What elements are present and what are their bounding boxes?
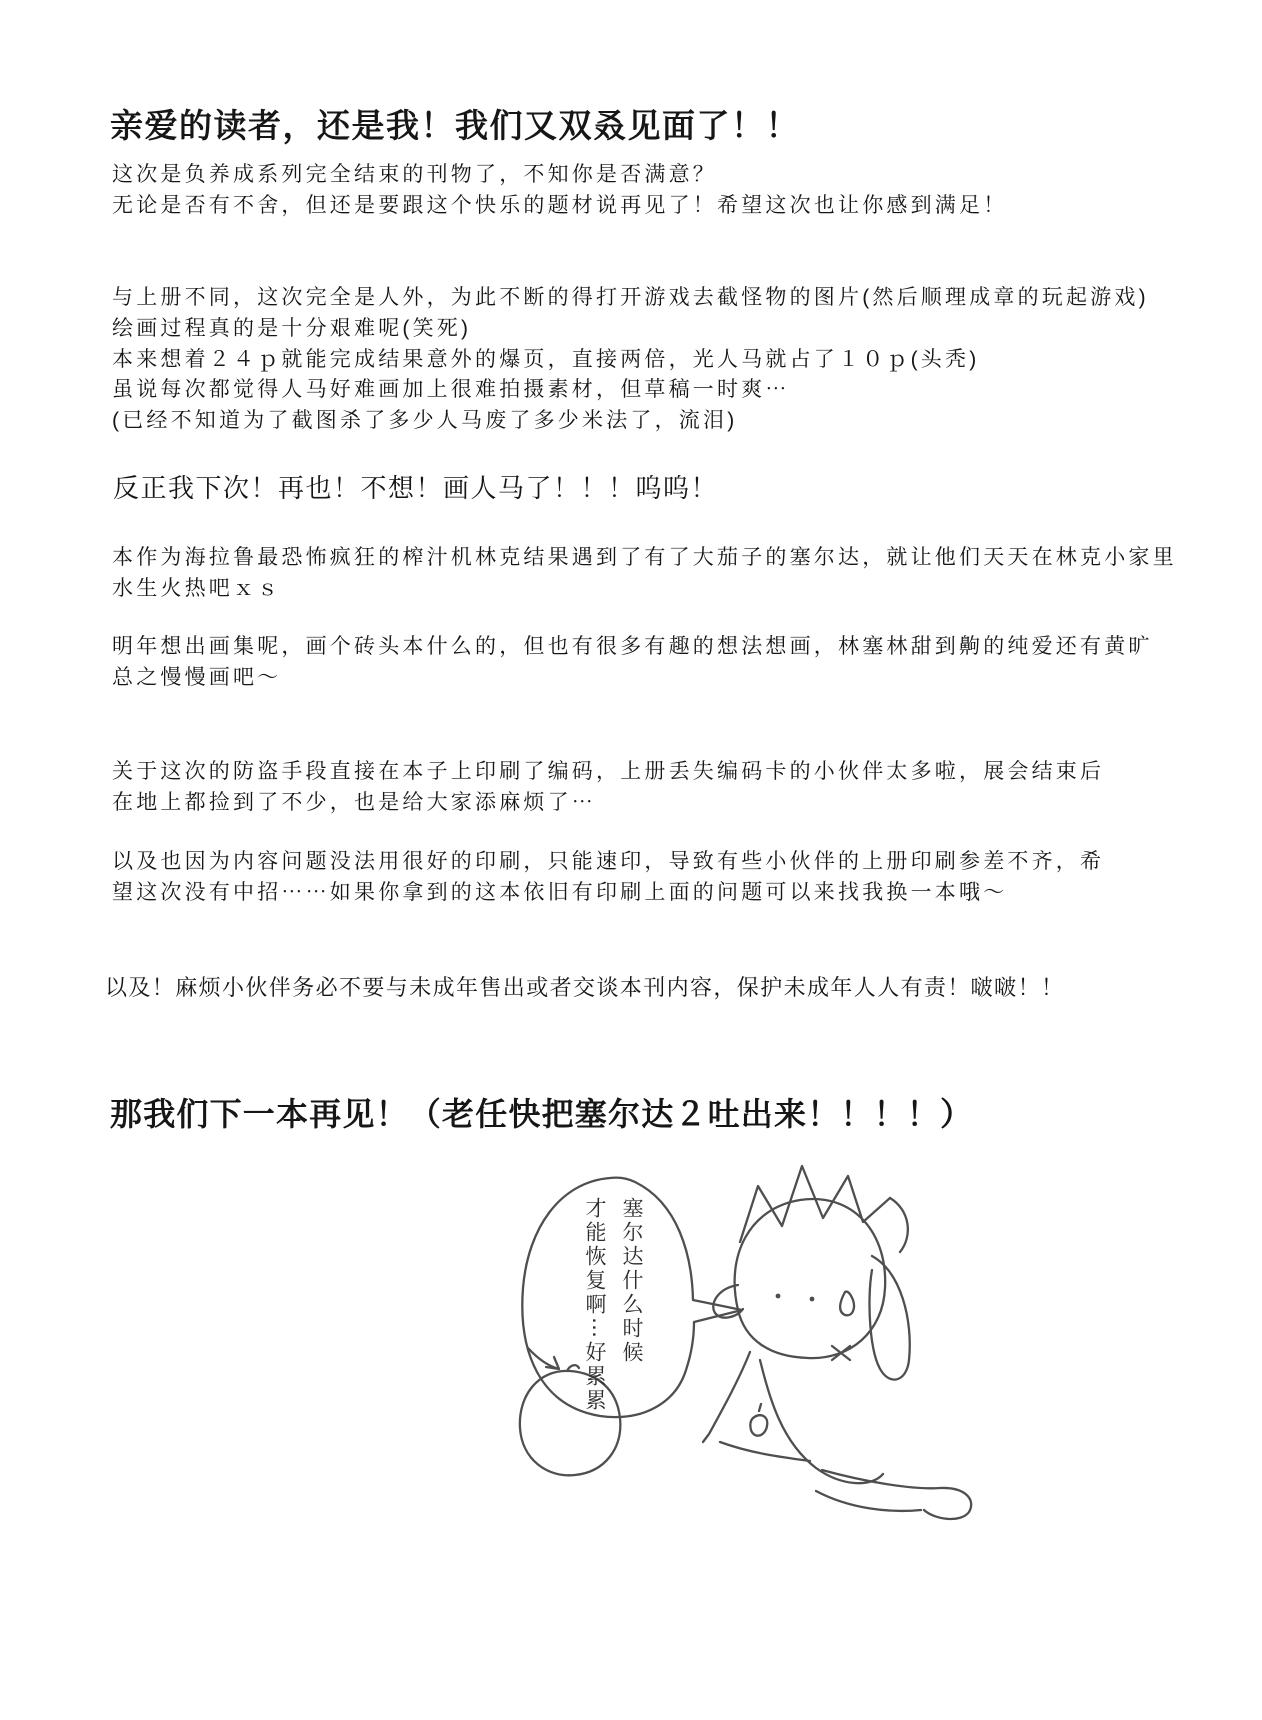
text-line: 这次是负养成系列完全结束的刊物了，不知你是否满意？ <box>112 163 717 186</box>
text-line: 在地上都捡到了不少，也是给大家添麻烦了⋯ <box>112 790 596 814</box>
paragraph-story <box>112 543 1177 605</box>
text-line: 本来想着２４ｐ就能完成结果意外的爆页，直接两倍，光人马就占了１０ｐ(头秃) <box>112 347 980 371</box>
paragraph-anticopy <box>112 757 1104 819</box>
speech-bubble-text <box>576 1197 650 1432</box>
text-line: 望这次没有中招⋯⋯如果你拿到的这本依旧有印刷上面的问题可以来找我换一本哦～ <box>112 880 1008 904</box>
text-line: 以及也因为内容问题没法用很好的印刷，只能速印，导致有些小伙伴的上册印刷参差不齐，希 <box>112 850 1105 873</box>
notice-line: 以及！麻烦小伙伴务必不要与未成年售出或者交谈本刊内容，保护未成年人人有责！啵啵！！ <box>105 975 1065 1000</box>
text-line: 无论是否有不舍，但还是要跟这个快乐的题材说再见了！希望这次也让你感到满足！ <box>112 193 1008 217</box>
paragraph-plans <box>112 632 1153 694</box>
character-sketch <box>703 1166 971 1519</box>
page-title: 亲爱的读者，还是我！我们又双叒见面了！！ <box>110 107 800 144</box>
text-line: 明年想出画集呢，画个砖头本什么的，但也有很多有趣的想法想画，林塞林甜到齁的纯爱还有黄旷 <box>112 635 1153 658</box>
text-line: 本作为海拉鲁最恐怖疯狂的榨汁机林克结果遇到了有了大茄子的塞尔达，就让他们天天在林克小家里 <box>112 546 1177 569</box>
shout-line: 反正我下次！再也！不想！画人马了！！！呜呜！ <box>113 473 719 503</box>
text-line: 虽说每次都觉得人马好难画加上很难拍摄素材，但草稿一时爽⋯ <box>112 378 790 402</box>
closing-line: 那我们下一本再见！（老任快把塞尔达２吐出来！！！！） <box>110 1096 974 1132</box>
bubble-line-right: 塞尔达什么时候 <box>620 1197 643 1365</box>
paragraph-process <box>112 283 1149 437</box>
text-line: 与上册不同，这次完全是人外，为此不断的得打开游戏去截怪物的图片(然后顺理成章的玩起游戏) <box>112 286 1149 309</box>
bubble-line-left: 才能恢复啊⋯好累累 <box>583 1197 606 1413</box>
text-line: 总之慢慢画吧～ <box>112 665 282 689</box>
paragraph-intro <box>112 160 1007 222</box>
text-line: 水生火热吧ｘｓ <box>112 576 282 600</box>
text-line: 关于这次的防盗手段直接在本子上印刷了编码，上册丢失编码卡的小伙伴太多啦，展会结束后 <box>112 760 1105 783</box>
paragraph-print <box>112 847 1104 909</box>
illustration-sketch <box>420 1060 1050 1640</box>
text-line: 绘画过程真的是十分艰难呢(笑死) <box>112 316 472 340</box>
text-line: (已经不知道为了截图杀了多少人马废了多少米法了，流泪) <box>112 409 738 433</box>
